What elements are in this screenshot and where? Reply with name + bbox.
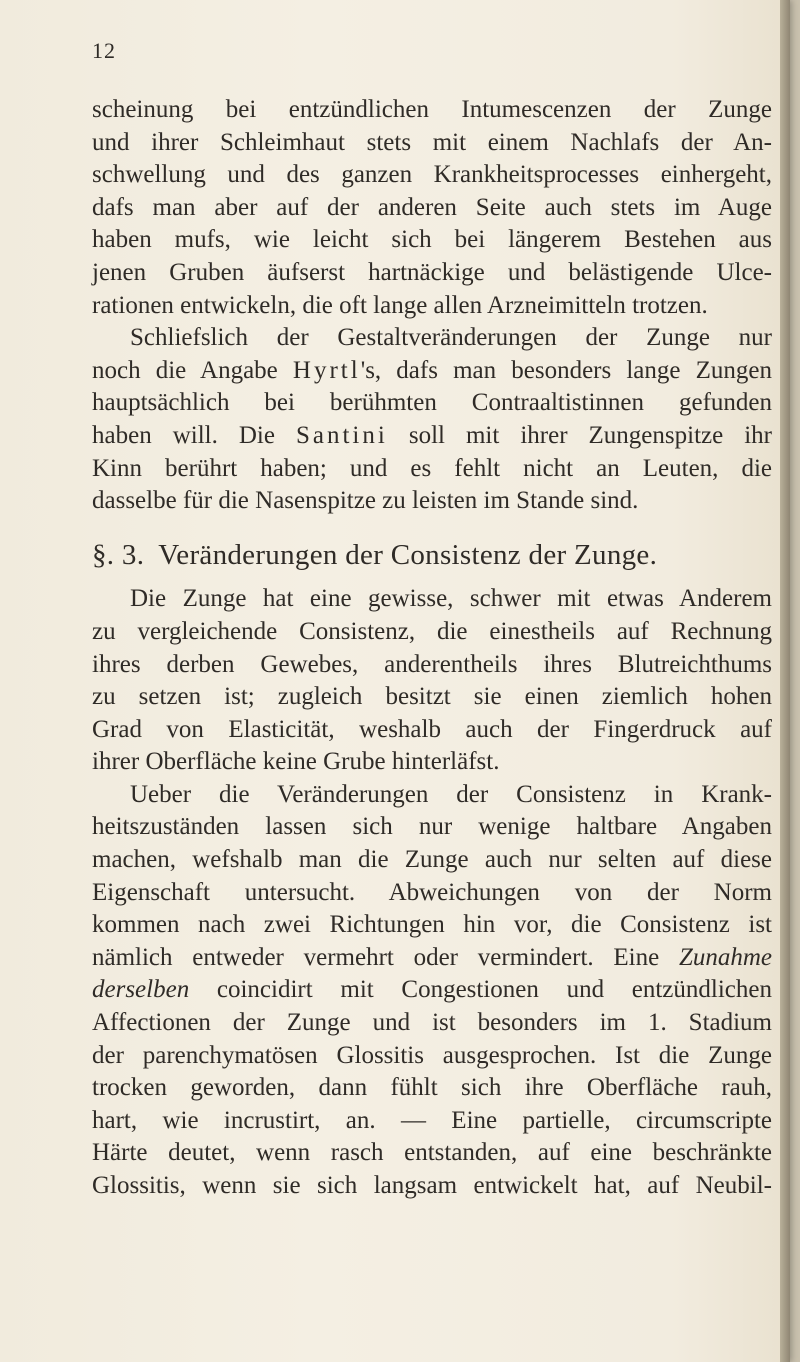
- text-line: dasselbe für die Nasenspitze zu leisten im Stande sind.: [92, 487, 639, 515]
- text-line: [92, 355, 772, 388]
- text-line: Eigenschaft untersucht. Abweichungen von der Norm: [92, 878, 772, 906]
- text-run: noch die Angabe: [92, 356, 293, 384]
- text-line: Schliefslich der Gestaltveränderungen der Zunge nur: [130, 324, 772, 352]
- text-line: rationen entwickeln, die oft lange allen Arzneimitteln trotzen.: [92, 291, 708, 319]
- text-line: zu vergleichende Consistenz, die einestheils auf Rechnung: [92, 617, 772, 645]
- text-line: ihres derben Gewebes, anderentheils ihres Blutreichthums: [92, 650, 772, 678]
- text-line: trocken geworden, dann fühlt sich ihre Oberfläche rauh,: [92, 1074, 772, 1102]
- person-name-hyrtl: Hyrtl: [292, 356, 361, 384]
- text-line: schwellung und des ganzen Krankheitsprocesses einhergeht,: [92, 161, 772, 189]
- text-line: Affectionen der Zunge und ist besonders im 1. Stadium: [92, 1009, 772, 1037]
- text-line: Glossitis, wenn sie sich langsam entwickelt hat, auf Neubil-: [92, 1172, 772, 1199]
- text-line: und ihrer Schleimhaut stets mit einem Nachlafs der An-: [92, 128, 772, 156]
- text-line: scheinung bei entzündlichen Intumescenzen der Zunge: [92, 96, 772, 123]
- text-line: Die Zunge hat eine gewisse, schwer mit etwas Anderem: [130, 585, 772, 613]
- text-line: der parenchymatösen Glossitis ausgesprochen. Ist die Zunge: [92, 1041, 772, 1069]
- text-line: [92, 974, 772, 1007]
- text-line: heitszuständen lassen sich nur wenige haltbare Angaben: [92, 813, 772, 841]
- section-number: §. 3.: [92, 538, 145, 571]
- text-line: Härte deutet, wenn rasch entstanden, auf eine beschränkte: [92, 1139, 772, 1167]
- text-line: Kinn berührt haben; und es fehlt nicht an Leuten, die: [92, 454, 772, 482]
- text-line: Grad von Elasticität, weshalb auch der Fingerdruck auf: [92, 715, 772, 743]
- text-run: coincidirt mit Congestionen und entzündlichen: [189, 976, 772, 1004]
- text-line: machen, wefshalb man die Zunge auch nur selten auf diese: [92, 846, 772, 874]
- section-heading: [92, 539, 772, 572]
- text-run: 's, dafs man besonders lange Zungen: [360, 356, 772, 384]
- text-line: ihrer Oberfläche keine Grube hinterläfst.: [92, 748, 500, 776]
- text-line: hart, wie incrustirt, an. — Eine partielle, circumscripte: [92, 1106, 772, 1134]
- text-line: dafs man aber auf der anderen Seite auch stets im Auge: [92, 193, 772, 221]
- text-line: [92, 942, 772, 975]
- body-text: [92, 94, 772, 1203]
- page-edge: [780, 0, 790, 1362]
- page-number: 12: [92, 38, 116, 63]
- text-line: jenen Gruben äufserst hartnäckige und belästigende Ulce-: [92, 258, 772, 286]
- text-line: kommen nach zwei Richtungen hin vor, die Consistenz ist: [92, 911, 772, 939]
- emphasis-text: derselben: [92, 976, 190, 1004]
- text-line: [92, 420, 772, 453]
- text-line: hauptsächlich bei berühmten Contraaltistinnen gefunden: [92, 389, 772, 417]
- text-line: zu setzen ist; zugleich besitzt sie einen ziemlich hohen: [92, 683, 772, 711]
- text-line: haben mufs, wie leicht sich bei längerem Bestehen aus: [92, 226, 772, 254]
- text-run: nämlich entweder vermehrt oder vermindert. Eine: [92, 943, 679, 971]
- section-title: Veränderungen der Consistenz der Zunge.: [158, 538, 658, 571]
- text-run: soll mit ihrer Zungenspitze ihr: [387, 421, 772, 449]
- emphasis-text: Zunahme: [678, 943, 772, 971]
- text-line: Ueber die Veränderungen der Consistenz in Krank-: [130, 780, 772, 808]
- text-run: haben will. Die: [92, 421, 296, 449]
- person-name-santini: Santini: [295, 421, 388, 449]
